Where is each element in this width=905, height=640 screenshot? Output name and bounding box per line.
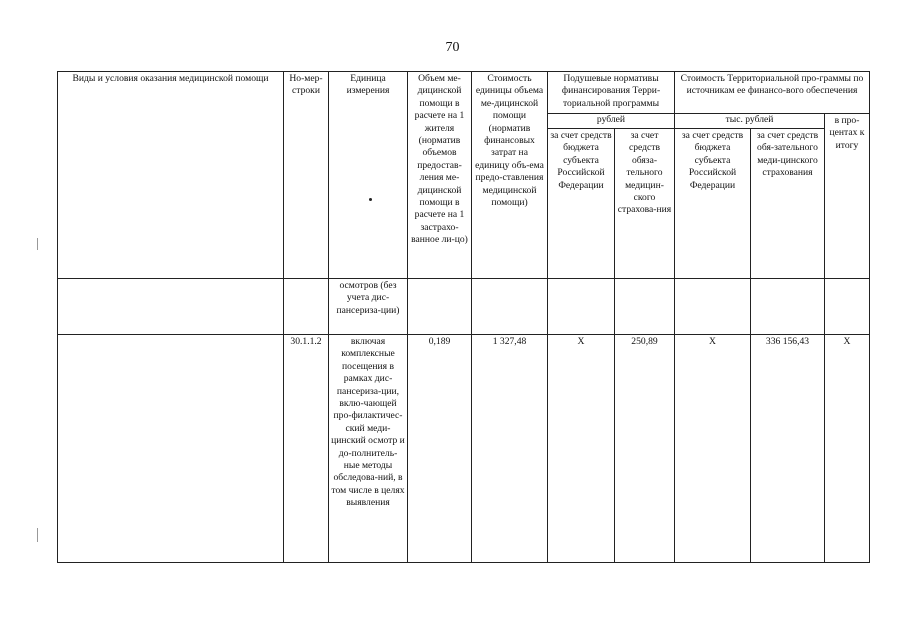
scan-edge-mark (37, 528, 38, 542)
header-unit: Единица измерения (329, 72, 408, 279)
financing-table (57, 71, 870, 563)
header-percent-of-total: в про-центах к итогу (825, 114, 870, 279)
cell-cost-oms: 336 156,43 (751, 335, 825, 563)
header-group-per-capita: Подушевые нормативы финансирования Терри-ториальной программы (548, 72, 675, 114)
cell-norm-oms (615, 279, 675, 335)
cell-row-number: 30.1.1.2 (284, 335, 329, 563)
cell-norm-budget: Х (548, 335, 615, 563)
cell-unit: осмотров (без учета дис-пансериза-ции) (329, 279, 408, 335)
header-volume: Объем ме-дицинской помощи в расчете на 1 жителя (норматив объемов предостав-ления ме-дицинской помощи в расчете на 1 застрахо-ванное ли-цо) (408, 72, 472, 279)
cell-volume: 0,189 (408, 335, 472, 563)
header-group-program-cost: Стоимость Территориальной про-граммы по источникам ее финансо-вого обеспечения (675, 72, 870, 114)
cell-cost-oms (751, 279, 825, 335)
header-cost-budget: за счет средств бюджета субъекта Российской Федерации (675, 129, 751, 279)
cell-kinds (58, 279, 284, 335)
header-unit-rubles: рублей (548, 114, 675, 129)
cell-cost-budget (675, 279, 751, 335)
header-cost-oms: за счет средств обя-зательного меди-цинского страхования (751, 129, 825, 279)
cell-row-number (284, 279, 329, 335)
table-row (58, 335, 870, 563)
cell-unit-cost: 1 327,48 (472, 335, 548, 563)
header-norm-budget: за счет средств бюджета субъекта Российской Федерации (548, 129, 615, 279)
cell-unit: включая комплексные посещения в рамках дис-пансериза-ции, вклю-чающей про-филактичес-ский меди-цинский осмотр и до-полнитель-ные методы обследова-ний, в том числе в целях выявления (329, 335, 408, 563)
header-kinds-conditions: Виды и условия оказания медицинской помощи (58, 72, 284, 279)
cell-norm-oms: 250,89 (615, 335, 675, 563)
cell-percent (825, 279, 870, 335)
stray-dot-mark (369, 198, 372, 201)
cell-volume (408, 279, 472, 335)
cell-unit-cost (472, 279, 548, 335)
scan-edge-mark (37, 238, 38, 250)
cell-percent: Х (825, 335, 870, 563)
page-number: 70 (445, 40, 460, 55)
header-unit-cost: Стоимость единицы объема ме-дицинской помощи (норматив финансовых затрат на единицу объ-ема предо-ставления медицинской помощи) (472, 72, 548, 279)
cell-norm-budget (548, 279, 615, 335)
header-norm-oms: за счет средств обяза-тельного медицин-ского страхова-ния (615, 129, 675, 279)
table-row (58, 279, 870, 335)
header-unit-thousand-rubles: тыс. рублей (675, 114, 825, 129)
cell-kinds (58, 335, 284, 563)
cell-cost-budget: Х (675, 335, 751, 563)
header-row-number: Но-мер-строки (284, 72, 329, 279)
